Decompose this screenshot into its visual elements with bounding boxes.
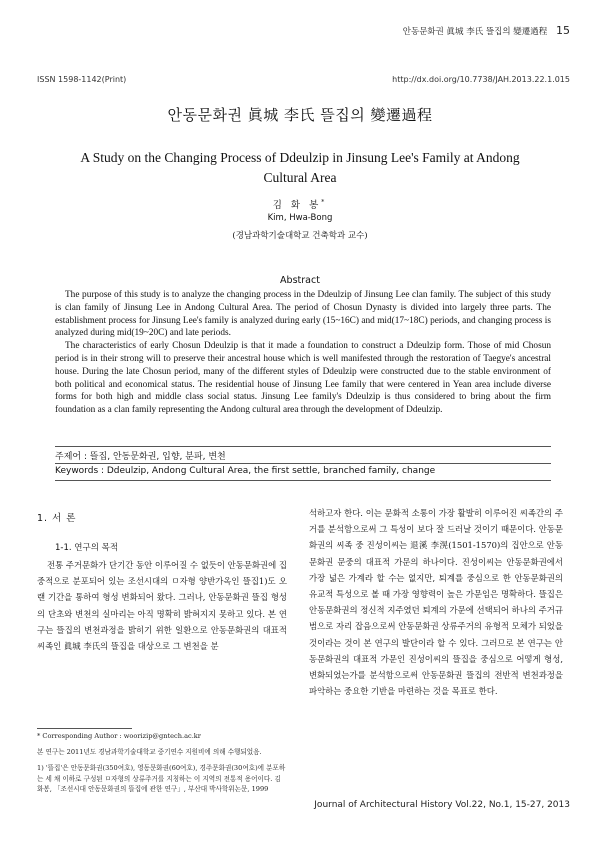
footnotes bbox=[37, 731, 287, 795]
right-column bbox=[309, 505, 563, 699]
subsection-heading: 1-1. 연구의 목적 bbox=[55, 543, 119, 553]
title-english: A Study on the Changing Process of Ddeulzip in Jinsung Lee's Family at Andong Cultural Area bbox=[80, 150, 520, 185]
funding-note: 본 연구는 2011년도 경남과학기술대학교 중기연수 지원비에 의해 수행되었음. bbox=[37, 747, 262, 756]
running-header-title: 안동문화권 眞城 李氏 뜰집의 變遷過程 bbox=[402, 27, 548, 37]
divider bbox=[55, 463, 551, 464]
corresponding-mark: * bbox=[321, 198, 328, 206]
divider bbox=[55, 480, 551, 481]
section-heading: 1. 서 론 bbox=[37, 513, 77, 524]
author-korean bbox=[0, 197, 600, 211]
divider bbox=[55, 446, 551, 447]
keywords-korean: 주제어 : 뜰집, 안동문화권, 입향, 분파, 변천 bbox=[55, 452, 226, 462]
page-number: 15 bbox=[556, 24, 570, 37]
abstract-paragraph-2: The characteristics of early Chosun Ddeulzip is that it made a foundation to construct a Ddeulzip form. Those of mid Chosun period is in their strong will to preserve their ancestral house which is well manifested through the restoration of Taegye's ancestral house. During the late Chosun period, many of the different styles of Ddeulzip were constructed due to the stable environment of both political and economical status. The residential house of Jinsung Lee family that were centered in Yean area include diverse forms for both high and middle class social status. Jinsung Lee family's Ddeulzip is thus considered to bring about the firm foundation as a clan family representing the Andong cultural area through the development of Ddeulzip. bbox=[55, 341, 551, 416]
affiliation: (경남과학기술대학교 건축학과 교수) bbox=[232, 231, 368, 241]
body-paragraph: 전통 주거문화가 단기간 동안 이루어질 수 없듯이 안동문화권에 집중적으로 분포되어 있는 조선시대의 ㅁ자형 양반가옥인 뜰집1)도 오랜 기간을 통하여 형성 변화되어 왔다. 그러나, 안동문화권 뜰집 형성의 단초와 변천의 실마리는 아직 명확히 밝혀지지 못하고 있다. 본 연구는 뜰집의 변천과정을 밝히기 위한 일환으로 안동문화권의 대표적 씨족인 眞城 李氏의 뜰집을 대상으로 그 변천을 분 bbox=[37, 560, 287, 652]
abstract-heading: Abstract bbox=[280, 275, 320, 286]
left-column bbox=[37, 557, 287, 654]
footnote-1: 1) '뜰집'은 안동문화권(350여호), 영동문화권(60여호), 경주문화권(30여호)에 분포하는 세 채 이하로 구성된 ㅁ자형의 상류주거를 지칭하는 이 지역의 전통적 용어이다. 김화봉, 「조선시대 안동문화권의 뜰집에 관한 연구」, 부산대 박사학위논문, 1999 bbox=[37, 764, 286, 793]
abstract-paragraph-1: The purpose of this study is to analyze the changing process in the Ddeulzip of Jinsung Lee clan family. The subject of this study is clan family of Jinsung Lee in Andong Cultural Area. The period of Chosun Dynasty is divided into largely three parts. The establishment process for Jinsung Lee's family is analyzed during early (15~16C) and mid(17~18C) periods, and changing process is analyzed during mid(19~20C) and late periods. bbox=[55, 290, 551, 339]
author-korean-name: 김 화 봉 bbox=[272, 200, 322, 211]
doi-link[interactable]: http://dx.doi.org/10.7738/JAH.2013.22.1.015 bbox=[392, 75, 570, 84]
body-paragraph: 석하고자 한다. 이는 문화적 소통이 가장 활발히 이루어진 씨족간의 주거를 분석함으로써 그 특성이 보다 잘 드러날 것이기 때문이다. 안동문화권의 씨족 중 진성이씨는 退溪 李滉(1501-1570)의 집안으로 안동문화권 문중의 대표적 가문의 하나이다. 진성이씨는 안동문화권에서 가장 넓은 가계라 할 수는 없지만, 퇴계를 중심으로 한 안동문화권의 유교적 특성으로 볼 때 가장 영향력이 높은 가문임은 명확하다. 뜰집은 안동문화권의 정신적 지주였던 퇴계의 가문에 선택되어 하나의 주거규범으로 자리 잡음으로써 안동문화권 상류주거의 유형적 모체가 되었을 것이라는 것이 본 연구의 발단이라 할 수 있다. 그러므로 본 연구는 안동문화권의 대표적 가문인 진성이씨의 뜰집을 중심으로 어떻게 형성, 변화되었는가를 분석함으로써 안동문화권 뜰집의 전반적 변천과정을 파악하는 중요한 기반을 마련하는 것을 목표로 한다. bbox=[309, 508, 563, 697]
corresponding-note: * Corresponding Author : woorizip@gntech.ac.kr bbox=[37, 732, 201, 740]
abstract-body bbox=[55, 289, 551, 417]
keywords-english: Keywords : Ddeulzip, Andong Cultural Area, the first settle, branched family, change bbox=[55, 466, 436, 476]
running-header bbox=[403, 24, 570, 37]
title-korean: 안동문화권 眞城 李氏 뜰집의 變遷過程 bbox=[167, 106, 433, 124]
author-english: Kim, Hwa-Bong bbox=[267, 213, 333, 223]
footnote-divider bbox=[37, 728, 132, 729]
journal-reference: Journal of Architectural History Vol.22, No.1, 15-27, 2013 bbox=[314, 800, 570, 810]
issn: ISSN 1598-1142(Print) bbox=[37, 75, 127, 84]
